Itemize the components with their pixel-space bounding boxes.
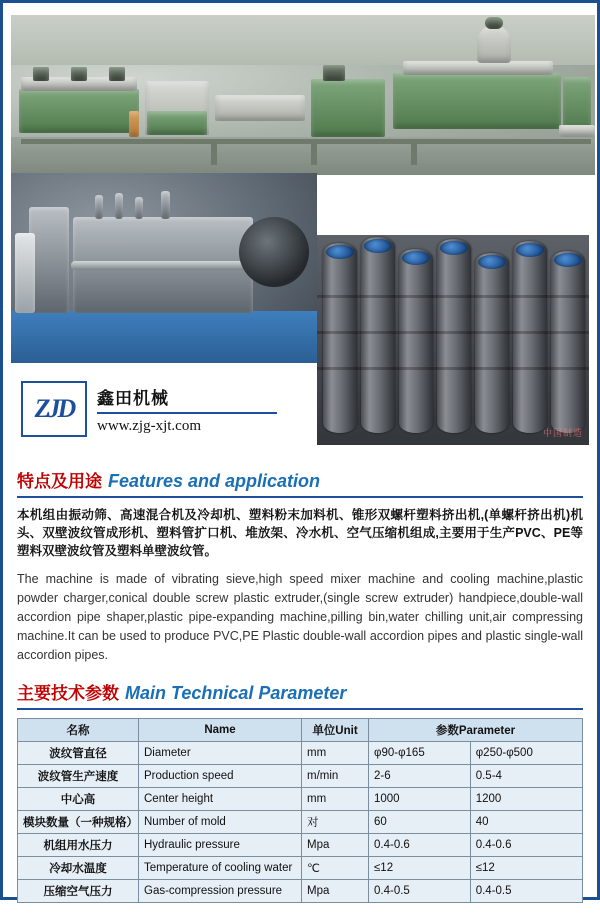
parameters-section bbox=[3, 679, 597, 710]
logo-text-group bbox=[97, 384, 277, 435]
machine-unit bbox=[129, 111, 139, 137]
cell-name-cn: 中心高 bbox=[18, 788, 139, 811]
pipe-rib bbox=[317, 367, 589, 370]
lubricant-bottle bbox=[95, 195, 103, 219]
th-name-cn: 名称 bbox=[18, 719, 139, 742]
cell-name-en: Diameter bbox=[139, 742, 302, 765]
cell-name-en: Production speed bbox=[139, 765, 302, 788]
cell-value-2: 0.5-4 bbox=[470, 765, 582, 788]
cell-name-cn: 冷却水温度 bbox=[18, 857, 139, 880]
cell-unit: ℃ bbox=[302, 857, 369, 880]
lubricant-bottle bbox=[135, 197, 143, 219]
cell-name-en: Center height bbox=[139, 788, 302, 811]
cell-unit: m/min bbox=[302, 765, 369, 788]
pipe bbox=[361, 237, 395, 433]
cell-name-cn: 波纹管生产速度 bbox=[18, 765, 139, 788]
mold-machine-photo bbox=[11, 173, 317, 363]
machine-unit bbox=[109, 67, 125, 81]
pipe-rib bbox=[317, 295, 589, 298]
parameters-table-wrap bbox=[3, 718, 597, 913]
table-row bbox=[18, 834, 583, 857]
extruder-body bbox=[393, 73, 561, 129]
cell-name-en: Number of mold bbox=[139, 811, 302, 834]
lubricant-bottle bbox=[161, 191, 170, 219]
cell-name-en: Hydraulic pressure bbox=[139, 834, 302, 857]
th-name-en: Name bbox=[139, 719, 302, 742]
th-unit: 单位Unit bbox=[302, 719, 369, 742]
company-logo-block bbox=[21, 378, 291, 440]
technical-parameter-table bbox=[17, 718, 583, 903]
cell-name-cn: 压缩空气压力 bbox=[18, 880, 139, 903]
parameters-heading bbox=[17, 679, 583, 704]
cell-value-2: 0.4-0.5 bbox=[470, 880, 582, 903]
table-row bbox=[18, 788, 583, 811]
cell-value-2: 0.4-0.6 bbox=[470, 834, 582, 857]
motor-unit bbox=[563, 77, 591, 131]
parameters-divider bbox=[17, 708, 583, 710]
table-head bbox=[18, 719, 583, 742]
cell-value-1: φ90-φ165 bbox=[369, 742, 471, 765]
cell-name-cn: 机组用水压力 bbox=[18, 834, 139, 857]
parameters-heading-cn: 主要技术参数 bbox=[17, 684, 119, 703]
pipe bbox=[551, 251, 585, 433]
hopper bbox=[477, 25, 511, 63]
features-heading-cn: 特点及用途 bbox=[17, 472, 102, 491]
lubricant-bottle bbox=[115, 193, 123, 219]
production-line-photo bbox=[11, 15, 595, 175]
pipe bbox=[399, 249, 433, 433]
table-row bbox=[18, 811, 583, 834]
machine-unit bbox=[323, 65, 345, 81]
pipe bbox=[437, 239, 471, 433]
cell-value-2: φ250-φ500 bbox=[470, 742, 582, 765]
pipe bbox=[513, 241, 547, 433]
features-body-en: The machine is made of vibrating sieve,high speed mixer machine and cooling machine,plastic powder charger,conical double screw plastic extruder,(single screw extruder) handpiece,double-wall accordion pipe shaper,plastic pipe-expanding machine,pilling bin,water chilling unit,air compressing machine.It can be used to produce PVC,PE Plastic double-wall accordion pipes and plastic single-wall accordion pipes. bbox=[17, 572, 583, 662]
company-name-cn: 鑫田机械 bbox=[97, 388, 169, 408]
support-leg bbox=[311, 143, 317, 165]
table-row bbox=[18, 857, 583, 880]
side-panel bbox=[15, 233, 35, 313]
cell-name-en: Gas-compression pressure bbox=[139, 880, 302, 903]
table-row bbox=[18, 765, 583, 788]
cell-value-2: 40 bbox=[470, 811, 582, 834]
th-parameter: 参数Parameter bbox=[369, 719, 583, 742]
cell-value-1: 60 bbox=[369, 811, 471, 834]
machine-unit bbox=[19, 89, 139, 133]
table-row bbox=[18, 880, 583, 903]
hopper-cap bbox=[485, 17, 503, 29]
features-heading bbox=[17, 467, 583, 492]
machine-unit bbox=[71, 67, 87, 81]
machine-unit bbox=[147, 111, 207, 135]
table-header-row bbox=[18, 719, 583, 742]
cell-value-1: 1000 bbox=[369, 788, 471, 811]
cell-value-1: ≤12 bbox=[369, 857, 471, 880]
machine-base bbox=[559, 125, 595, 137]
features-heading-en: Features and application bbox=[108, 471, 321, 491]
machine-unit bbox=[33, 67, 49, 81]
corrugated-pipes-photo bbox=[317, 235, 589, 445]
cell-unit: Mpa bbox=[302, 834, 369, 857]
cell-value-2: 1200 bbox=[470, 788, 582, 811]
cell-name-cn: 波纹管直径 bbox=[18, 742, 139, 765]
mold-block bbox=[29, 207, 69, 313]
cell-unit: mm bbox=[302, 788, 369, 811]
table-row bbox=[18, 742, 583, 765]
cell-value-1: 0.4-0.6 bbox=[369, 834, 471, 857]
pipe-rib bbox=[317, 331, 589, 334]
logo-icon: ZJD bbox=[21, 381, 87, 437]
extruder-top bbox=[403, 61, 553, 75]
pipe bbox=[323, 243, 357, 433]
parameters-heading-en: Main Technical Parameter bbox=[125, 683, 347, 703]
support-leg bbox=[411, 143, 417, 165]
watermark-text: 中国制造 bbox=[542, 428, 583, 438]
machine-unit bbox=[215, 95, 305, 121]
cell-name-en: Temperature of cooling water bbox=[139, 857, 302, 880]
pipe bbox=[475, 253, 509, 433]
cell-unit: 对 bbox=[302, 811, 369, 834]
cell-value-1: 0.4-0.5 bbox=[369, 880, 471, 903]
features-divider bbox=[17, 496, 583, 498]
table-body bbox=[18, 742, 583, 903]
features-body-cn: 本机组由振动筛、高速混合机及冷却机、塑料粉末加料机、锥形双螺杆塑料挤出机,(单螺杆挤出机)机头、双壁波纹管成形机、塑料管扩口机、堆放架、冷水机、空气压缩机组成,主要用于生产PVC、PE等塑料双壁波纹管及塑料单壁波纹管。 bbox=[17, 508, 583, 558]
flywheel bbox=[239, 217, 309, 287]
cell-value-2: ≤12 bbox=[470, 857, 582, 880]
machine-blue-base bbox=[11, 311, 317, 363]
cell-name-cn: 模块数量（一种规格） bbox=[18, 811, 139, 834]
features-section bbox=[3, 467, 597, 665]
photo-collage bbox=[3, 3, 597, 453]
cell-value-1: 2-6 bbox=[369, 765, 471, 788]
support-leg bbox=[211, 143, 217, 165]
company-website: www.zjg-xjt.com bbox=[97, 417, 202, 434]
logo-divider bbox=[97, 412, 277, 414]
cell-unit: Mpa bbox=[302, 880, 369, 903]
cell-unit: mm bbox=[302, 742, 369, 765]
conveyor-rail bbox=[21, 139, 591, 144]
machine-unit bbox=[311, 79, 385, 137]
